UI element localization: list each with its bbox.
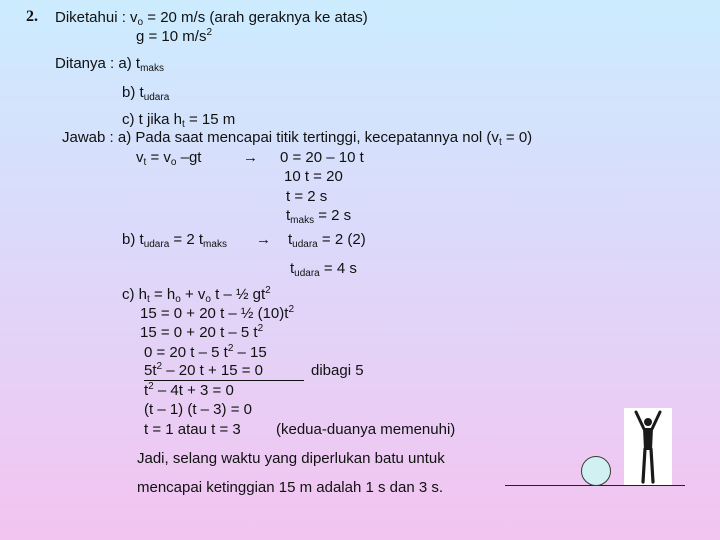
person-arms-raised-icon (624, 408, 672, 486)
asked-label: Ditanya : (55, 55, 115, 72)
problem-number: 2. (26, 8, 38, 25)
equation-step-2: 10 t = 20 (284, 168, 343, 185)
answer-line-b: b) $t_{udara} = 2$ $t_{maks}$ (122, 231, 227, 250)
ball-icon (581, 456, 611, 486)
c-step-5: $t^2 - 4t + 3 = 0$ (144, 381, 234, 399)
asked-line-a: Ditanya : a) $t_{maks}$ (55, 55, 164, 74)
conclusion-line-1: Jadi, selang waktu yang diperlukan batu untuk (137, 450, 445, 467)
tudara-step-1: $t_{udara} = 2$ (2) (288, 231, 366, 250)
c-step-4-note: dibagi 5 (311, 362, 364, 379)
equation-step-3: t = 2 s (286, 188, 328, 205)
known-line-g: g = 10 $m/s^2$ (136, 27, 213, 45)
c-step-1: 15 = 0 + 20 t – ½ $(10)t^2$ (140, 304, 294, 322)
answer-line-a: Jawab : a) Pada saat mencapai titik tertinggi, kecepatannya nol $(v_t = 0)$ (62, 129, 533, 148)
asked-line-c: c) t jika $h_t = 15$ m (122, 111, 236, 130)
tmaks-result: $t_{maks} = 2$ s (286, 207, 352, 226)
tudara-result: $t_{udara} = 4$ s (290, 260, 357, 279)
equation-vt: $v_t = v_o$ –gt (136, 149, 202, 168)
arrow-icon: → (243, 149, 258, 166)
c-step-7: t = 1 atau t = 3 (144, 421, 241, 438)
known-line-v0: Diketahui : $v_o = 20$ m/s (arah geraknya ke atas) (55, 9, 368, 28)
equation-step-1: 0 = 20 – 10 t (280, 149, 364, 166)
c-step-7-note: (kedua-duanya memenuhi) (276, 421, 456, 438)
known-label: Diketahui : (55, 9, 126, 26)
conclusion-line-2: mencapai ketinggian 15 m adalah 1 s dan 3 s. (137, 479, 444, 496)
c-step-4: $5t^2 - 20$ t + 15 = 0 (144, 362, 304, 381)
c-step-2: 15 = 0 + 20 t – 5 $t^2$ (140, 323, 264, 341)
c-step-6: (t – 1) (t – 3) = 0 (144, 401, 252, 418)
asked-line-b: b) $t_{udara}$ (122, 84, 170, 103)
answer-label: Jawab : (62, 129, 114, 146)
answer-line-c: c) $h_t = h_o + v_o$ t – ½ $gt^2$ (122, 285, 271, 305)
c-step-3: 0 = 20 t – 5 $t^2 - 15$ (144, 343, 267, 361)
arrow-icon: → (256, 231, 271, 248)
